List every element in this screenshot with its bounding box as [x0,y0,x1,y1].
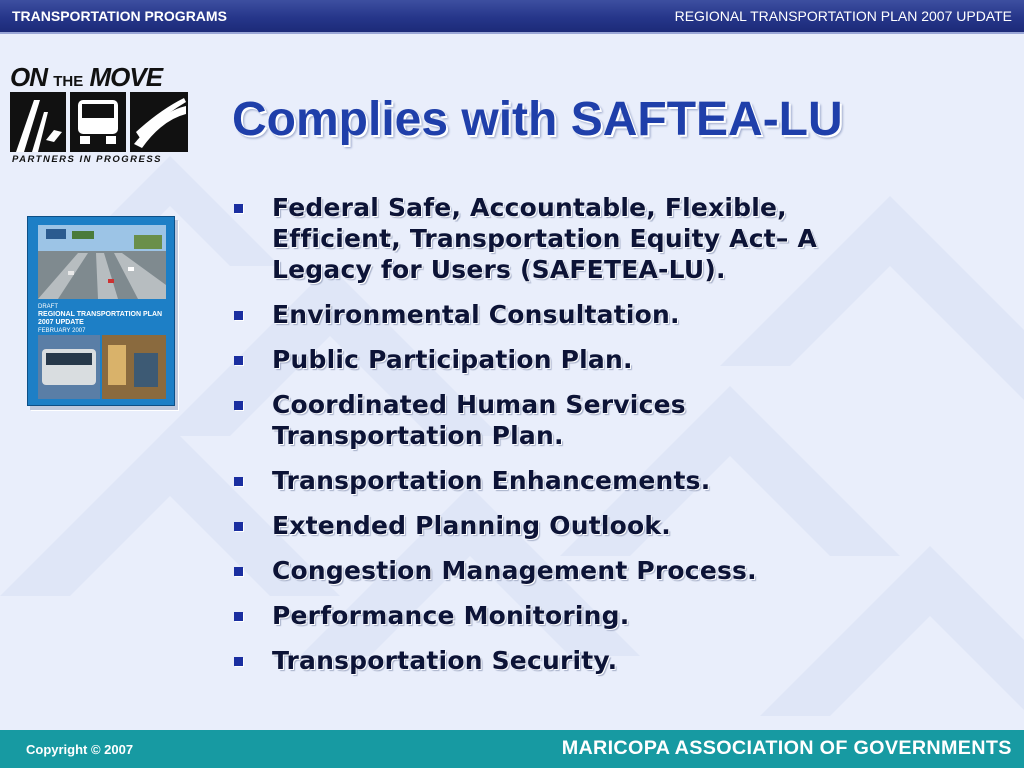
bullet-square-icon [234,311,243,320]
section-label: TRANSPORTATION PROGRAMS [12,8,227,24]
bullet-item [234,192,874,285]
bullet-text: Federal Safe, Accountable, Flexible, Efficient, Transportation Equity Act– A Legacy for Users (SAFETEA-LU). [272,193,818,284]
cover-title: REGIONAL TRANSPORTATION PLAN [38,311,163,318]
cover-date: FEBRUARY 2007 [38,328,86,334]
bullet-item [234,299,874,330]
document-label: REGIONAL TRANSPORTATION PLAN 2007 UPDATE [674,8,1012,24]
bullet-square-icon [234,657,243,666]
copyright-text: Copyright © 2007 [26,742,134,757]
bullet-square-icon [234,477,243,486]
freeway-photo [38,225,166,299]
on-the-move-logo [8,62,190,168]
bullet-text: Transportation Security. [272,646,618,675]
transport-icons-graphic [10,92,188,152]
bullet-square-icon [234,522,243,531]
logo-word-on: ON [10,62,47,92]
header-bar [0,0,1024,34]
bullet-item [234,344,874,375]
bullet-item [234,465,874,496]
bullet-square-icon [234,356,243,365]
bullet-square-icon [234,567,243,576]
organization-name: MARICOPA ASSOCIATION OF GOVERNMENTS [561,738,1012,759]
cover-subtitle: 2007 UPDATE [38,319,84,326]
bullet-text: Transportation Enhancements. [272,466,711,495]
bullet-text: Coordinated Human Services Transportation Plan. [272,390,686,450]
bullet-item [234,389,874,451]
bullet-item [234,645,874,676]
bullet-text: Public Participation Plan. [272,345,633,374]
report-cover-image [27,216,175,406]
bullet-text: Congestion Management Process. [272,556,757,585]
logo-word-the: THE [53,73,84,90]
bullet-text: Environmental Consultation. [272,300,680,329]
bullet-text: Extended Planning Outlook. [272,511,671,540]
bullet-item [234,600,874,631]
bullet-square-icon [234,612,243,621]
bullet-list [234,192,874,690]
cover-draft-label: DRAFT [38,304,58,310]
bullet-item [234,510,874,541]
logo-title [10,62,190,93]
logo-tagline: PARTNERS IN PROGRESS [12,154,163,165]
bus-and-workers-photo [38,335,166,399]
cover-title-block [38,303,166,335]
slide-title: Complies with SAFTEA-LU [232,93,843,146]
bullet-square-icon [234,401,243,410]
bullet-item [234,555,874,586]
logo-word-move: MOVE [89,62,163,92]
bullet-square-icon [234,204,243,213]
bullet-text: Performance Monitoring. [272,601,630,630]
footer-bar [0,730,1024,768]
